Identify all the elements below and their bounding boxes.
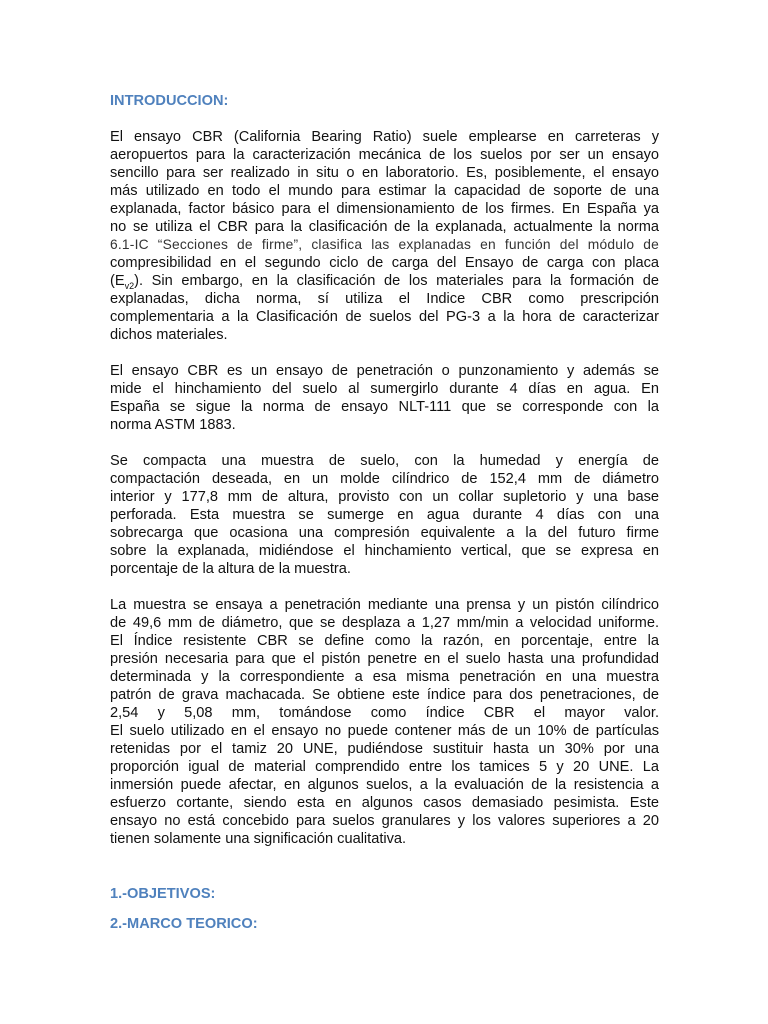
p1-line-5: explanada, factor básico para el dimensionamiento de los firmes. En España ya (110, 201, 659, 217)
p3-line-5: sobrecarga que ocasiona una compresión equivalente a la del futuro firme (110, 525, 659, 541)
p1-line-10: explanadas, dicha norma, sí utiliza el Indice CBR como prescripción (110, 291, 659, 307)
p3-line-3: interior y 177,8 mm de altura, provisto con un collar supletorio y una base (110, 489, 659, 505)
ev2-subscript: v2 (124, 280, 135, 290)
p4-line-13: ensayo no está concebido para suelos granulares y los valores superiores a 20 (110, 813, 659, 829)
p2-line-2: mide el hinchamiento del suelo al sumergirlo durante 4 días en agua. En (110, 381, 659, 397)
p3-line-7: porcentaje de la altura de la muestra. (110, 561, 351, 577)
paragraph-4 (110, 596, 659, 848)
p3-line-1: Se compacta una muestra de suelo, con la humedad y energía de (110, 453, 659, 469)
p4-line-11: inmersión puede afectar, en algunos suelos, a la evaluación de la resistencia a (110, 777, 659, 793)
objetivos-heading: 1.-OBJETIVOS: (110, 886, 216, 902)
p4-line-12: esfuerzo cortante, siendo esta en algunos casos demasiado pesimista. Este (110, 795, 659, 811)
p1-line-9-text: ). Sin embargo, en la clasificación de los materiales para la formación de (134, 273, 659, 289)
p4-line-7: 2,54 y 5,08 mm, tomándose como índice CBR el mayor valor. (110, 705, 659, 721)
marco-teorico-heading: 2.-MARCO TEORICO: (110, 916, 258, 932)
p3-line-2: compactación deseada, en un molde cilíndrico de 152,4 mm de diámetro (110, 471, 659, 487)
p1-line-9 (110, 272, 659, 290)
p2-line-1: El ensayo CBR es un ensayo de penetración o punzonamiento y además se (110, 363, 659, 379)
document-page (110, 92, 659, 933)
paragraph-3 (110, 452, 659, 578)
paragraph-1 (110, 128, 659, 344)
p1-line-1: El ensayo CBR (California Bearing Ratio) suele emplearse en carreteras y (110, 129, 659, 145)
p3-line-4: perforada. Esta muestra se sumerge en agua durante 4 días con una (110, 507, 659, 523)
p4-line-5: determinada y la correspondiente a esa misma penetración en una muestra (110, 669, 659, 685)
p2-line-3: España se sigue la norma de ensayo NLT-111 que se corresponde con la (110, 399, 659, 415)
p4-line-4: presión necesaria para que el pistón penetre en el suelo hasta una profundidad (110, 651, 659, 667)
introduccion-heading: INTRODUCCION: (110, 93, 229, 109)
p4-line-9: retenidas por el tamiz 20 UNE, pudiéndose sustituir hasta un 30% por una (110, 741, 659, 757)
p4-line-8: El suelo utilizado en el ensayo no puede contener más de un 10% de partículas (110, 723, 659, 739)
p1-line-3: sencillo para ser realizado in situ o en laboratorio. Es, posiblemente, el ensayo (110, 165, 659, 181)
p3-line-6: sobre la explanada, midiéndose el hinchamiento vertical, que se expresa en (110, 543, 659, 559)
p1-line-2: aeropuertos para la caracterización mecánica de los suelos por ser un ensayo (110, 147, 659, 163)
p4-line-6: patrón de grava machacada. Se obtiene este índice para dos penetraciones, de (110, 687, 659, 703)
p4-line-3: El Índice resistente CBR se define como la razón, en porcentaje, entre la (110, 633, 659, 649)
p4-line-1: La muestra se ensaya a penetración mediante una prensa y un pistón cilíndrico (110, 597, 659, 613)
paragraph-2 (110, 362, 659, 434)
p1-line-12: dichos materiales. (110, 327, 228, 343)
p4-line-2: de 49,6 mm de diámetro, que se desplaza a 1,27 mm/min a velocidad uniforme. (110, 615, 659, 631)
p1-line-6: no se utiliza el CBR para la clasificación de la explanada, actualmente la norma (110, 219, 659, 235)
p1-line-11: complementaria a la Clasificación de suelos del PG-3 a la hora de caracterizar (110, 309, 659, 325)
p2-line-4: norma ASTM 1883. (110, 417, 236, 433)
p1-line-7: 6.1-IC “Secciones de firme”, clasifica las explanadas en función del módulo de (110, 237, 659, 252)
p1-line-8: compresibilidad en el segundo ciclo de carga del Ensayo de carga con placa (110, 255, 659, 271)
p1-line-4: más utilizado en todo el mundo para estimar la capacidad de soporte de una (110, 183, 659, 199)
ev2-prefix: (E (110, 273, 125, 289)
p4-line-14: tienen solamente una significación cualitativa. (110, 831, 407, 847)
p4-line-10: proporción igual de material comprendido entre los tamices 5 y 20 UNE. La (110, 759, 659, 775)
